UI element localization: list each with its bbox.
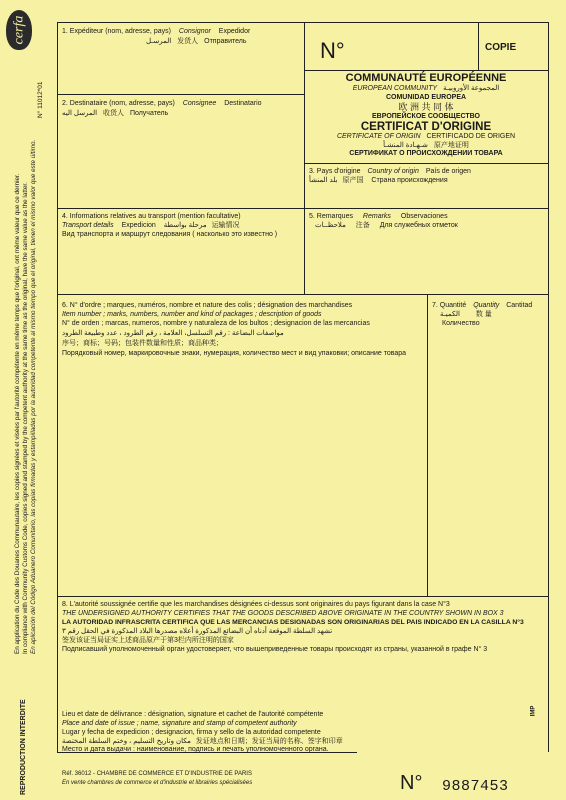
ec-ar: المجموعة الأوروبيـة [443, 85, 500, 92]
copie-box-divider [478, 22, 479, 70]
cerfa-logo: cerfa [6, 10, 32, 50]
box8-en: THE UNDERSIGNED AUTHORITY CERTIFIES THAT THE GOODS DESCRIBED ABOVE ORIGINATE IN THE COUNTRY SHOWN IN BOX 3 [62, 610, 504, 617]
box6-fr: 6. N° d'ordre ; marques, numéros, nombre et nature des colis ; désignation des marchandises [62, 302, 353, 309]
box6-zh: 序号；商标；号码；包装件数量和性质；商品种类； [62, 340, 223, 347]
box4-labels-2 [62, 222, 240, 231]
cert-fr: CERTIFICAT D'ORIGINE [360, 121, 492, 133]
box4-ar: مرحلة بواسطة [163, 222, 207, 229]
box2-ru: Получатель [129, 110, 169, 117]
rule-3-top [304, 163, 549, 164]
goods-description-field[interactable] [60, 362, 424, 592]
footer-ref: Réf. 36012 - CHAMBRE DE COMMERCE ET D'INDUSTRIE DE PARIS [62, 771, 252, 777]
cert-ru: СЕРТИФИКАТ О ПРОИСХОЖДЕНИИ ТОВАРА [349, 150, 503, 157]
box3-es: País de origen [425, 168, 471, 175]
box3-fr: 3. Pays d'origine [309, 168, 361, 175]
box1-en: Consignor [178, 28, 211, 35]
place-es: Lugar y fecha de expedicion ; designacion, firma y sello de la autoridad competente [62, 729, 321, 736]
box4-en: Transport details [62, 222, 114, 229]
box3-ar: بلد المنشأ [309, 177, 338, 184]
copie-box-top [304, 70, 549, 71]
footer-sale: En vente chambres de commerce et d'industrie et librairies spécialisées [62, 780, 253, 786]
printer-mark: IMP [530, 705, 537, 717]
divider-col-qty [427, 294, 428, 596]
ec-es: COMUNIDAD EUROPEA [385, 94, 467, 101]
box3-labels [309, 168, 471, 177]
cert-ar: شـهـادة المنشـأ [383, 141, 428, 149]
form-number: N° 11012*01 [37, 81, 44, 118]
consignor-field[interactable] [60, 50, 300, 90]
box7-ar: الكميـة [440, 311, 460, 318]
box7-labels [432, 302, 532, 311]
box3-zh: 原产国 [342, 177, 364, 184]
box6-en: Item number ; marks, numbers, number and kind of packages ; description of goods [62, 311, 322, 318]
ec-fr: COMMUNAUTÉ EUROPÉENNE [345, 72, 507, 84]
ec-ru: ЕВРОПЕЙСКОЕ СООБЩЕСТВО [372, 113, 480, 120]
frame-right [548, 22, 549, 752]
box1-fr: 1. Expéditeur (nom, adresse, pays) [62, 28, 171, 35]
box2-labels [62, 100, 262, 109]
ec-en: EUROPEAN COMMUNITY [352, 85, 438, 92]
box6-ar: مواصفات البضاعة : رقم التسلسل، العلامة ، رقم الطرود ، عدد وطبيعة الطرود [62, 330, 284, 337]
place-fr: Lieu et date de délivrance : désignation, signature et cachet de l'autorité compétente [62, 711, 324, 718]
certificate-number-label: N° [320, 38, 345, 63]
box2-ar: المرسل اليه [62, 110, 98, 117]
box4-ru: Вид транспорта и маршрут следования ( насколько это известно ) [62, 231, 278, 238]
box5-es: Observaciones [400, 213, 448, 220]
box2-zh: 收货人 [103, 110, 124, 117]
box7-ru: Количество [442, 320, 480, 327]
box6-es: N° de orden ; marcas, numeros, nombre y naturaleza de los bultos ; designacion de las mercancias [62, 320, 370, 327]
box7-en: Quantity [473, 302, 500, 309]
box1-labels-2 [62, 38, 247, 47]
quantity-field[interactable] [430, 332, 544, 592]
box1-ar: المرسـل [146, 38, 172, 45]
box3-en: Country of origin [367, 168, 419, 175]
place-ru: Место и дата выдачи : наименование, подпись и печать уполномоченного органа. [62, 746, 329, 753]
box5-zh: 注备 [355, 222, 370, 229]
place-zh: 发证地点和日期；发证当局的名称、签字和印章 [195, 738, 343, 745]
box1-labels [62, 28, 250, 37]
ec-header [306, 72, 546, 159]
frame-left [57, 22, 58, 752]
box2-en: Consignee [182, 100, 217, 107]
box5-labels-2 [315, 222, 458, 231]
cert-en: CERTIFICATE OF ORIGIN [336, 133, 421, 140]
serial-number: 9887453 [442, 778, 509, 795]
rule-1-2 [57, 94, 304, 95]
box8-ru: Подписавший уполномоченный орган удостоверяет, что вышеприведенные товары происходят из страны, указанной в графе N° 3 [62, 646, 488, 653]
ec-zh: 欧 洲 共 同 体 [398, 102, 454, 112]
box6-ru: Порядковый номер, маркировочные знаки, нумерация, количество мест и вид упаковки; описание товара [62, 350, 407, 357]
copie-label: COPIE [485, 42, 517, 53]
certification-stamp-field[interactable] [60, 658, 544, 708]
box8-fr: 8. L'autorité soussignée certifie que les marchandises désignées ci-dessus sont originaires du pays figurant dans la case N°3 [62, 601, 450, 608]
box7-es: Cantitad [506, 302, 533, 309]
vertical-note-en: In compliance with Community Customs Code, copies signed and stamped by the competent authority at the same time as the original, have the same value as the latter. [22, 182, 29, 654]
box8-es: LA AUTORIDAD INFRASCRITA CERTIFICA QUE LAS MERCANCIAS DESIGNADAS SON ORIGINARIAS DEL PAIS INDICADO EN LA CASILLA N°3 [62, 619, 524, 626]
box3-labels-2 [309, 177, 448, 186]
origin-country-field[interactable] [308, 188, 544, 206]
place-ar: مكان وتاريخ التسليم ، وختم السلطة المختصة [62, 738, 191, 745]
box5-labels [309, 213, 448, 222]
box7-labels-2 [440, 311, 492, 320]
box3-ru: Страна происхождения [371, 177, 448, 184]
box8-ar: تشهد السلطة الموقعة أدناه أن البضائع المذكورة أعلاه مصدرها البلاد المذكورة في الحقل رقم ٣ [62, 628, 333, 635]
box1-ru: Отправитель [204, 38, 247, 45]
divider-col-right [304, 22, 305, 294]
box7-zh: 数 量 [475, 311, 492, 318]
box5-ru: Для служебных отметок [379, 222, 458, 229]
box4-fr: 4. Informations relatives au transport (mention facultative) [62, 213, 241, 220]
reproduction-notice: REPRODUCTION INTERDITE [20, 699, 27, 795]
vertical-note-es: En aplicación del Código Aduanero Comunitario, las copias firmadas y estampilladas por la autoridad competente al mismo tiempo que el original, tienen el mismo valor que este último. [30, 139, 37, 654]
cert-zh: 原产地证明 [433, 141, 469, 149]
cert-es: CERTIFICADO DE ORIGEN [426, 133, 516, 140]
box2-labels-2 [62, 110, 168, 119]
frame-top [57, 22, 549, 23]
certificate-number-field[interactable] [360, 38, 470, 64]
box5-fr: 5. Remarques [309, 213, 353, 220]
box4-zh: 运输情况 [211, 222, 240, 229]
remarks-field[interactable] [308, 234, 544, 290]
box1-es: Expedidor [218, 28, 251, 35]
rule-4-6 [57, 294, 549, 295]
place-en: Place and date of issue ; name, signature and stamp of competent authority [62, 720, 297, 727]
box5-en: Remarks [362, 213, 391, 220]
box5-ar: ملاحظــات [315, 222, 346, 229]
rule-2-4 [57, 208, 549, 209]
rule-6-8 [57, 596, 549, 597]
consignee-field[interactable] [60, 122, 300, 204]
box2-fr: 2. Destinataire (nom, adresse, pays) [62, 100, 175, 107]
vertical-note-fr: En application du Code des Douanes Communautaire, les copies signées et visées par l'autorité compétente en même temps que l'original, ont même valeur que ce dernier. [14, 173, 21, 654]
transport-details-field[interactable] [60, 242, 300, 290]
serial-label: N° [400, 772, 423, 794]
box4-es: Expedicion [121, 222, 156, 229]
box2-es: Destinatario [224, 100, 262, 107]
box7-fr: 7. Quantité [432, 302, 467, 309]
box8-zh: 签发该证当局证实上述商品原产于第3栏内所注明的国家 [62, 637, 234, 644]
box1-zh: 发货人 [177, 38, 199, 45]
